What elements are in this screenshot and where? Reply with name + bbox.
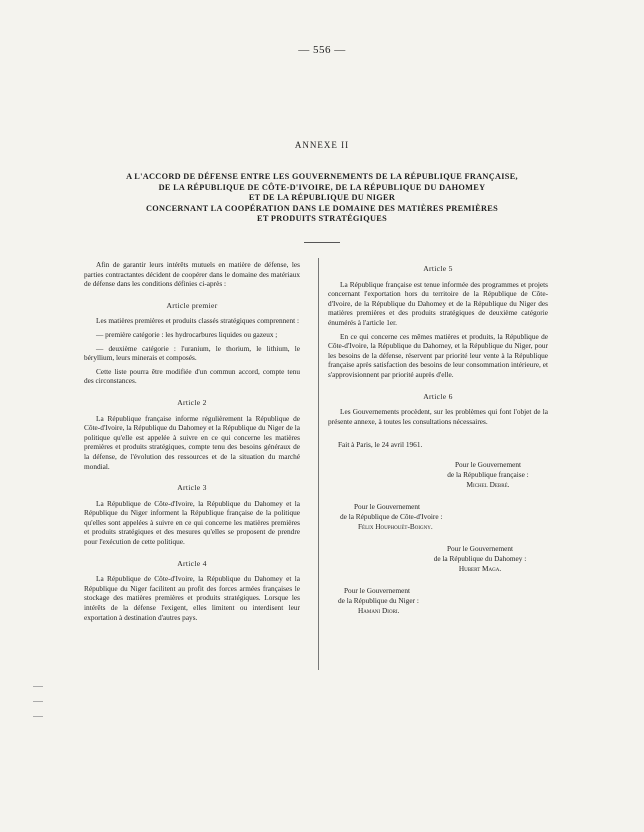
- article-1-paragraph-2: — première catégorie : les hydrocarbures liquides ou gazeux ;: [96, 329, 278, 339]
- article-1-heading: Article premier: [166, 300, 218, 310]
- article-2-heading: Article 2: [177, 397, 207, 407]
- signature-niger: [338, 586, 478, 616]
- article-5-heading: Article 5: [423, 264, 453, 273]
- article-5-paragraph-2: En ce qui concerne ces mêmes matières et produits, la République de Côte-d'Ivoire, la République du Dahomey, et la République du Niger, pour les besoins de la défense, réservent par priorité leur vente à la République française après satisfaction des besoins de leur consommation intérieure, et s'approvisionnent par priorité auprès d'elle.: [328, 331, 548, 379]
- page-number: — 556 —: [298, 44, 346, 56]
- article-5-paragraph-1: La République française est tenue informée des programmes et projets concernant l'exportation hors du territoire de la République de Côte-d'Ivoire, de la République du Dahomey et de la République du Niger des matières premières et des produits stratégiques de deuxième catégorie énumérés à l'article 1er.: [328, 279, 548, 327]
- signature-dahomey-line-1: Pour le Gouvernement: [446, 543, 514, 553]
- signature-niger-line-2: de la République du Niger :: [338, 595, 419, 605]
- article-4-heading: Article 4: [177, 558, 207, 568]
- left-column: [84, 260, 300, 626]
- article-1-paragraph-3: — deuxième catégorie : l'uranium, le thorium, le lithium, le béryllium, leurs minerais et composés.: [84, 343, 300, 363]
- signature-niger-line-1: Pour le Gouvernement: [344, 585, 411, 595]
- signature-dahomey-line-2: de la République du Dahomey :: [433, 553, 527, 563]
- dateline: Fait à Paris, le 24 avril 1961.: [338, 440, 423, 450]
- article-6-paragraph-1: Les Gouvernements procèdent, sur les problèmes qui font l'objet de la présente annexe, à toutes les consultations nécessaires.: [328, 407, 548, 426]
- signature-niger-name: Hamani Diori.: [358, 605, 400, 615]
- margin-scan-marks: [33, 686, 43, 746]
- title-line-5: ET PRODUITS STRATÉGIQUES: [257, 214, 387, 224]
- right-column: [328, 260, 548, 616]
- scan-mark: [33, 686, 43, 687]
- preamble: Afin de garantir leurs intérêts mutuels en matière de défense, les parties contractantes décident de coopérer dans le domaine des matériaux de défense dans les conditions définies ci-après :: [84, 260, 300, 289]
- article-6-heading: Article 6: [423, 391, 453, 401]
- article-2-paragraph-1: La République française informe régulièrement la République de Côte-d'Ivoire, la République du Dahomey et la République du Niger de la politique qu'elle est appelée à suivre en ce qui concerne les matières premières et produits stratégiques, compte tenu des besoins généraux de la défense, de l'évolution des ressources et de la situation du marché mondial.: [84, 413, 300, 471]
- signature-ci-name: Félix Houphouët-Boigny.: [358, 521, 433, 531]
- signature-cote-d-ivoire: [340, 502, 500, 532]
- signature-france-line-1: Pour le Gouvernement: [454, 459, 522, 469]
- article-1-paragraph-1: Les matières premières et produits classés stratégiques comprennent :: [96, 316, 300, 326]
- title-divider: [304, 242, 340, 243]
- agreement-title: [60, 172, 584, 225]
- title-line-3: ET DE LA RÉPUBLIQUE DU NIGER: [248, 193, 396, 203]
- title-line-4: CONCERNANT LA COOPÉRATION DANS LE DOMAINE DES MATIÈRES PREMIÈRES: [145, 203, 499, 213]
- signature-dahomey-name: Hubert Maga.: [458, 563, 502, 573]
- article-1-paragraph-4: Cette liste pourra être modifiée d'un commun accord, compte tenu des circonstances.: [84, 366, 300, 386]
- title-line-1: A L'ACCORD DE DÉFENSE ENTRE LES GOUVERNEMENTS DE LA RÉPUBLIQUE FRANÇAISE,: [126, 172, 518, 181]
- article-3-heading: Article 3: [177, 483, 207, 493]
- scan-mark: [33, 701, 43, 702]
- article-4-paragraph-1: La République de Côte-d'Ivoire, la République du Dahomey et la République du Niger facilitent au profit des forces armées françaises le stockage des matières premières et produits stratégiques. Lorsque les intérêts de la défense l'exigent, elles limitent ou interdisent leur exportation à destination d'autres pays.: [84, 574, 300, 622]
- signature-france: [428, 460, 548, 490]
- annexe-title: ANNEXE II: [294, 140, 350, 150]
- title-line-2: DE LA RÉPUBLIQUE DE CÔTE-D'IVOIRE, DE LA RÉPUBLIQUE DU DAHOMEY: [158, 182, 486, 192]
- column-divider: [318, 258, 319, 670]
- signature-france-name: Michel Debré.: [466, 479, 510, 489]
- scan-mark: [33, 716, 43, 717]
- signature-ci-line-1: Pour le Gouvernement: [354, 501, 421, 511]
- signature-ci-line-2: de la République de Côte-d'Ivoire :: [340, 511, 443, 521]
- signature-dahomey: [412, 544, 548, 574]
- signature-france-line-2: de la République française :: [447, 469, 529, 479]
- article-3-paragraph-1: La République de Côte-d'Ivoire, la République du Dahomey et la République du Niger informent la République française de la politique qu'elles sont appelées à suivre en ce qui concerne les matières premières et produits stratégiques et des mesures qu'elles se proposent de prendre pour l'exécution de cette politique.: [84, 498, 300, 547]
